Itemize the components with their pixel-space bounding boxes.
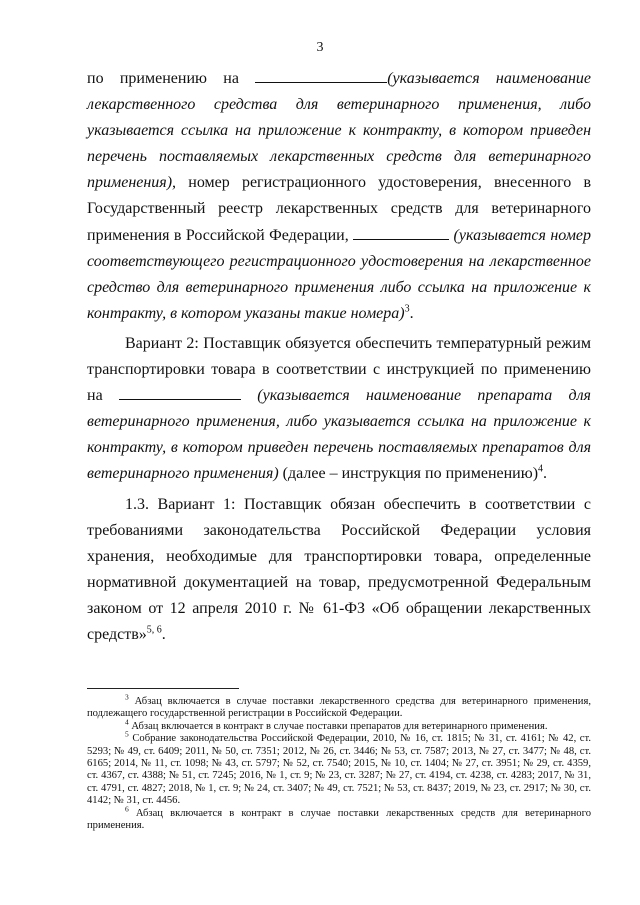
- footnote-num: 5: [125, 729, 129, 739]
- blank-line-2: [353, 225, 449, 240]
- blank-line-1: [255, 68, 387, 83]
- paragraph-p1: [87, 66, 591, 327]
- p1-text-1: по применению на: [87, 70, 256, 87]
- blank-line-3: [119, 385, 241, 400]
- footnote-text: Собрание законодательства Российской Федерации, 2010, № 16, ст. 1815; № 31, ст. 4161; № 42, ст. 5293; № 49, ст. 6409; 2011, № 50, ст. 7351; 2012, № 26, ст. 3446; № 53, ст. 7587; 2013, № 27, ст. 3477; № 48, ст. 6165; 2014, № 11, ст. 1098; № 43, ст. 5797; № 52, ст. 7540; 2015, № 10, ст. 1404; № 27, ст. 3951; № 29, ст. 4359, ст. 4367, ст. 4388; № 51, ст. 7245; 2016, № 1, ст. 9; № 23, ст. 3287; № 27, ст. 4194, ст. 4238, ст. 4283; 2017, № 31, ст. 4791, ст. 4827; 2018, № 1, ст. 9; № 24, ст. 3407; № 49, ст. 7521; № 53, ст. 8437; 2019, № 23, ст. 2917; № 30, ст. 4142; № 31, ст. 4456.: [87, 733, 591, 807]
- footnote-text: Абзац включается в контракт в случае поставки препаратов для ветеринарного применения.: [128, 720, 548, 732]
- footnotes: [87, 692, 591, 832]
- p1-italic-2: (указывается номер соответствующего регистрационного удостоверения на лекарственное средство для ветеринарного применения либо ссылка на приложение к контракту, в котором указаны такие номера): [87, 226, 592, 322]
- footnote-text: Абзац включается в случае поставки лекарственного средства для ветеринарного применения, подлежащего государственной регистрации в Российской Федерации.: [87, 696, 591, 720]
- p2-end: .: [543, 465, 548, 483]
- footnote-num: 3: [125, 692, 129, 702]
- document-body: [87, 66, 591, 648]
- footnote-text: Абзац включается в контракт в случае поставки лекарственных средств для ветеринарного применения.: [87, 807, 591, 832]
- footnote-6: [87, 804, 591, 833]
- p2-italic-1: (указывается наименование препарата для ветеринарного применения, либо указывается ссылка на приложение к контракту, в котором приведен перечень поставляемых препаратов для ветеринарного применения): [87, 387, 591, 483]
- footnote-ref-3: 3: [404, 303, 410, 315]
- footnote-num: 6: [125, 804, 129, 814]
- p3-text-1: 1.3. Вариант 1: Поставщик обязан обеспечить в соответствии с требованиями законодательства Российской Федерации условия хранения, необходимые для транспортировки товара, определенные нормативной документацией на товар, предусмотренной Федеральным законом от 12 апреля 2010 г. № 61-ФЗ «Об обращении лекарственных средств»: [87, 495, 591, 643]
- p2-text-1: Вариант 2: Поставщик обязуется обеспечить температурный режим транспортировки товара в соответствии с инструкцией по применению на: [87, 334, 591, 405]
- paragraph-p2: [87, 331, 591, 488]
- footnote-num: 4: [125, 717, 129, 727]
- p1-text-2: номер регистрационного удостоверения, внесенного в Государственный реестр лекарственных средств для ветеринарного применения в Российской Федерации,: [87, 174, 591, 244]
- footnote-5: [87, 729, 591, 807]
- footnote-ref-4: 4: [538, 464, 544, 476]
- footnote-separator: [87, 688, 239, 689]
- paragraph-p3: [87, 492, 591, 649]
- footnote-3: [87, 692, 591, 721]
- p2-text-2: (далее – инструкция по применению): [278, 465, 539, 483]
- p1-end: .: [409, 304, 414, 322]
- p3-end: .: [161, 625, 166, 643]
- page-number: 3: [316, 40, 324, 55]
- p1-italic-1: (указывается наименование лекарственного средства для ветеринарного применения, либо указывается ссылка на приложение к контракту, в котором приведен перечень поставляемых лекарственных средств для ветеринарного применения),: [87, 70, 591, 192]
- footnote-4: [87, 717, 591, 733]
- footnote-ref-5-6: 5, 6: [146, 624, 162, 636]
